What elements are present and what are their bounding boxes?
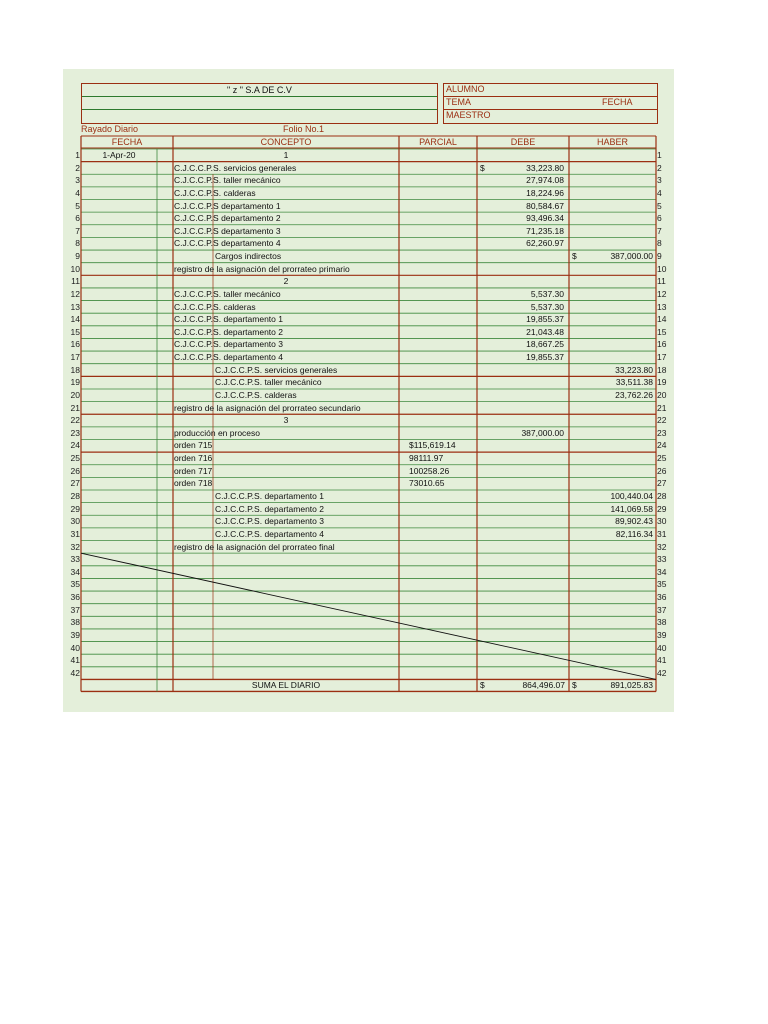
concept-text: C.J.C.C.P.S. calderas: [215, 389, 297, 400]
row-number-right: 42: [657, 667, 667, 678]
row-number-left: 6: [75, 213, 80, 224]
row-number-right: 2: [657, 162, 662, 173]
concept-text: C.J.C.C.P.S. departamento 1: [174, 314, 283, 325]
row-number-right: 36: [657, 592, 667, 603]
row-number-right: 26: [657, 465, 667, 476]
debe-value: 93,496.34: [526, 213, 564, 224]
concept-text: C.J.C.C.P.S. taller mecánico: [215, 377, 322, 388]
row-number-left: 32: [70, 541, 80, 552]
row-number-right: 1: [657, 150, 662, 160]
haber-value: 387,000.00: [610, 251, 653, 262]
column-header-haber: HABER: [596, 137, 628, 147]
row-number-left: 20: [70, 389, 80, 400]
row-number-right: 39: [657, 629, 667, 640]
row-number-right: 14: [657, 314, 667, 325]
haber-value: 82,116.34: [615, 528, 653, 539]
debe-value: 27,974.08: [526, 175, 564, 186]
concept-text: C.J.C.C.P.S. departamento 1: [215, 491, 324, 501]
concept-text: C.J.C.C.P.S departamento 2: [174, 213, 281, 224]
row-number-right: 3: [657, 175, 662, 186]
row-number-left: 13: [70, 301, 80, 312]
row-number-right: 21: [657, 402, 667, 413]
row-number-right: 41: [657, 655, 667, 666]
row-number-right: 25: [657, 453, 667, 464]
row-number-right: 12: [657, 288, 667, 299]
row-number-right: 35: [657, 579, 667, 590]
debe-value: 18,224.96: [526, 187, 564, 198]
debe-value: 18,667.25: [526, 339, 564, 350]
row-number-left: 19: [70, 377, 80, 388]
row-number-left: 9: [75, 251, 80, 262]
concept-text: C.J.C.C.P.S. departamento 3: [174, 339, 283, 350]
concept-text: C.J.C.C.P.S departamento 3: [174, 225, 281, 236]
fecha-header-label: FECHA: [602, 97, 633, 107]
concept-text: C.J.C.C.P.S. calderas: [174, 301, 256, 312]
entry-number: 1: [283, 150, 289, 160]
row-number-left: 24: [70, 440, 80, 451]
column-header-fecha: FECHA: [111, 137, 143, 147]
row-number-left: 27: [70, 478, 80, 489]
concept-text: orden 716: [174, 453, 213, 464]
row-number-left: 4: [75, 187, 80, 198]
debe-currency: $: [480, 162, 485, 173]
row-number-left: 35: [70, 579, 80, 590]
row-number-left: 38: [70, 617, 80, 628]
row-number-left: 41: [70, 655, 80, 666]
row-number-right: 37: [657, 604, 667, 615]
row-number-left: 1: [75, 150, 80, 160]
row-number-left: 14: [70, 314, 80, 325]
concept-text: C.J.C.C.P.S. taller mecánico: [174, 175, 281, 186]
concept-text: orden 718: [174, 478, 213, 489]
haber-value: 23,762.26: [615, 389, 653, 400]
entry-number: 2: [283, 276, 289, 287]
row-number-right: 4: [657, 187, 662, 198]
totals-haber-currency: $: [572, 680, 577, 691]
row-number-right: 10: [657, 263, 667, 274]
row-number-left: 21: [70, 402, 80, 413]
debe-value: 62,260.97: [526, 238, 564, 249]
row-number-left: 17: [70, 352, 80, 363]
tema-label: TEMA: [446, 97, 472, 107]
row-number-left: 16: [70, 339, 80, 350]
row-number-right: 34: [657, 566, 667, 577]
totals-haber-value: 891,025.83: [610, 680, 653, 691]
haber-value: 33,511.38: [615, 377, 653, 388]
haber-value: 100,440.04: [610, 491, 653, 501]
concept-text: C.J.C.C.P.S. taller mecánico: [174, 288, 281, 299]
row-number-right: 9: [657, 251, 662, 262]
concept-text: Cargos indirectos: [215, 251, 282, 262]
row-number-right: 28: [657, 491, 667, 501]
row-number-left: 8: [75, 238, 80, 249]
row-number-left: 34: [70, 566, 80, 577]
row-number-right: 11: [657, 276, 666, 287]
row-number-left: 28: [70, 491, 80, 501]
row-number-left: 40: [70, 642, 80, 653]
concept-text: producción en proceso: [174, 427, 261, 438]
entry-number: 3: [283, 415, 289, 426]
haber-value: 141,069.58: [610, 503, 653, 514]
row-number-left: 29: [70, 503, 80, 514]
row-number-left: 12: [70, 288, 80, 299]
row-number-left: 18: [70, 364, 80, 375]
row-number-right: 31: [657, 528, 667, 539]
debe-value: 21,043.48: [526, 326, 564, 337]
concept-text: C.J.C.C.P.S. departamento 2: [215, 503, 324, 514]
column-header-parcial: PARCIAL: [419, 137, 457, 147]
row-number-left: 23: [70, 427, 80, 438]
debe-value: 33,223.80: [526, 162, 564, 173]
totals-debe-currency: $: [480, 680, 485, 691]
concept-text: orden 715: [174, 440, 213, 451]
totals-label: SUMA EL DIARIO: [251, 680, 321, 691]
row-number-left: 33: [70, 554, 80, 565]
debe-value: 71,235.18: [526, 225, 564, 236]
row-number-left: 3: [75, 175, 80, 186]
concept-text: C.J.C.C.P.S. servicios generales: [174, 162, 297, 173]
column-header-debe: DEBE: [510, 137, 536, 147]
debe-value: 19,855.37: [526, 314, 564, 325]
debe-value: 80,584.67: [526, 200, 564, 211]
row-number-right: 22: [657, 415, 667, 426]
debe-value: 5,537.30: [530, 301, 564, 312]
row-number-left: 11: [71, 276, 80, 287]
column-header-concepto: CONCEPTO: [260, 137, 312, 147]
debe-value: 19,855.37: [526, 352, 564, 363]
row-number-right: 38: [657, 617, 667, 628]
concept-text: C.J.C.C.P.S. departamento 2: [174, 326, 283, 337]
row-number-right: 5: [657, 200, 662, 211]
row-number-right: 23: [657, 427, 667, 438]
row-number-right: 30: [657, 516, 667, 527]
row-number-left: 2: [75, 162, 80, 173]
concept-text: C.J.C.C.P.S. departamento 4: [174, 352, 283, 363]
row-number-left: 15: [70, 326, 80, 337]
rayado-diario-label: Rayado Diario: [81, 124, 139, 134]
row-number-right: 19: [657, 377, 667, 388]
totals-debe-value: 864,496.07: [522, 680, 565, 691]
alumno-label: ALUMNO: [446, 84, 485, 94]
row-number-left: 31: [70, 528, 80, 539]
row-number-left: 10: [70, 263, 80, 274]
concept-text: C.J.C.C.P.S departamento 4: [174, 238, 281, 249]
row-number-left: 7: [75, 225, 80, 236]
folio-label: Folio No.1: [283, 124, 325, 134]
row-number-right: 40: [657, 642, 667, 653]
row-number-right: 7: [657, 225, 662, 236]
haber-currency: $: [572, 251, 577, 262]
row-number-right: 15: [657, 326, 667, 337]
row-number-right: 6: [657, 213, 662, 224]
row-number-right: 13: [657, 301, 667, 312]
concept-text: registro de la asignación del prorrateo final: [174, 541, 335, 552]
concept-text: C.J.C.C.P.S. departamento 3: [215, 516, 324, 527]
row-number-right: 17: [657, 352, 667, 363]
concept-text: C.J.C.C.P.S departamento 1: [174, 200, 281, 211]
row-number-right: 32: [657, 541, 667, 552]
haber-value: 89,902.43: [615, 516, 653, 527]
row-number-left: 37: [70, 604, 80, 615]
parcial-value: 73010.65: [409, 478, 445, 489]
haber-value: 33,223.80: [615, 364, 653, 375]
row-number-right: 16: [657, 339, 667, 350]
row-number-left: 25: [70, 453, 80, 464]
debe-value: 387,000.00: [521, 427, 564, 438]
parcial-value: 100258.26: [409, 465, 450, 476]
row-number-left: 36: [70, 592, 80, 603]
concept-text: C.J.C.C.P.S. servicios generales: [215, 364, 338, 375]
row-number-right: 8: [657, 238, 662, 249]
concept-text: registro de la asignación del prorrateo secundario: [174, 402, 361, 413]
parcial-value: $115,619.14: [409, 440, 456, 451]
row-number-right: 24: [657, 440, 667, 451]
concept-text: orden 717: [174, 465, 213, 476]
row-number-left: 42: [70, 667, 80, 678]
row-number-left: 39: [70, 629, 80, 640]
row-number-left: 5: [75, 200, 80, 211]
row-number-right: 20: [657, 389, 667, 400]
maestro-label: MAESTRO: [446, 110, 491, 120]
row-number-left: 22: [70, 415, 80, 426]
row-number-left: 30: [70, 516, 80, 527]
concept-text: C.J.C.C.P.S. departamento 4: [215, 528, 324, 539]
concept-text: registro de la asignación del prorrateo primario: [174, 263, 350, 274]
concept-text: C.J.C.C.P.S. calderas: [174, 187, 256, 198]
row-number-right: 27: [657, 478, 667, 489]
row-number-right: 18: [657, 364, 667, 375]
row-number-right: 29: [657, 503, 667, 514]
parcial-value: 98111.97: [409, 453, 444, 464]
debe-value: 5,537.30: [530, 288, 564, 299]
row-number-right: 33: [657, 554, 667, 565]
row-number-left: 26: [70, 465, 80, 476]
entry-date: 1-Apr-20: [102, 150, 136, 160]
company-name: " z " S.A DE C.V: [227, 85, 292, 95]
